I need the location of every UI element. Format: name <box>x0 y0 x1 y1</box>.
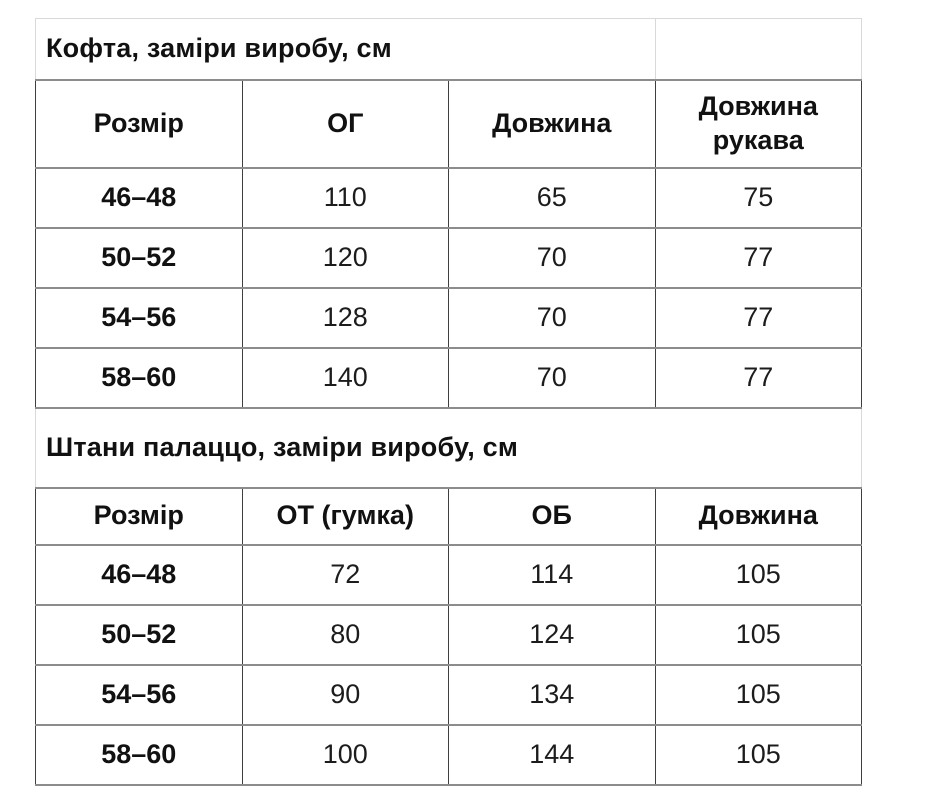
size-cell: 58–60 <box>36 725 243 785</box>
value-cell: 75 <box>655 168 862 228</box>
value-cell: 77 <box>655 228 862 288</box>
table-row <box>36 168 862 228</box>
size-chart-page <box>35 18 862 786</box>
table-row <box>36 725 862 785</box>
value-cell: 65 <box>449 168 656 228</box>
value-cell: 90 <box>242 665 449 725</box>
table-row <box>36 348 862 408</box>
value-cell: 70 <box>449 288 656 348</box>
sweater-table-title: Кофта, заміри виробу, см <box>36 19 656 80</box>
size-cell: 50–52 <box>36 605 243 665</box>
value-cell: 110 <box>242 168 449 228</box>
value-cell: 128 <box>242 288 449 348</box>
table-row <box>36 665 862 725</box>
value-cell: 70 <box>449 228 656 288</box>
value-cell: 140 <box>242 348 449 408</box>
value-cell: 134 <box>449 665 656 725</box>
value-cell: 105 <box>655 545 862 605</box>
table-row <box>36 288 862 348</box>
column-header-size: Розмір <box>36 80 243 168</box>
value-cell: 77 <box>655 288 862 348</box>
value-cell: 120 <box>242 228 449 288</box>
table-row <box>36 605 862 665</box>
size-cell: 50–52 <box>36 228 243 288</box>
value-cell: 114 <box>449 545 656 605</box>
table-row <box>36 228 862 288</box>
value-cell: 105 <box>655 605 862 665</box>
column-header-waist: ОТ (гумка) <box>242 488 449 545</box>
value-cell: 100 <box>242 725 449 785</box>
table-row <box>36 545 862 605</box>
size-cell: 46–48 <box>36 168 243 228</box>
column-header-sleeve-length: Довжина рукава <box>655 80 862 168</box>
size-cell: 54–56 <box>36 665 243 725</box>
value-cell: 80 <box>242 605 449 665</box>
sweater-size-table <box>35 18 862 409</box>
size-cell: 58–60 <box>36 348 243 408</box>
sweater-table-title-empty-cell <box>655 19 862 80</box>
column-header-size: Розмір <box>36 488 243 545</box>
value-cell: 105 <box>655 725 862 785</box>
size-cell: 46–48 <box>36 545 243 605</box>
column-header-length: Довжина <box>655 488 862 545</box>
pants-size-table <box>35 409 862 786</box>
pants-table-title: Штани палаццо, заміри виробу, см <box>36 409 862 488</box>
value-cell: 124 <box>449 605 656 665</box>
column-header-hips: ОБ <box>449 488 656 545</box>
column-header-chest: ОГ <box>242 80 449 168</box>
value-cell: 72 <box>242 545 449 605</box>
value-cell: 77 <box>655 348 862 408</box>
value-cell: 144 <box>449 725 656 785</box>
value-cell: 105 <box>655 665 862 725</box>
column-header-length: Довжина <box>449 80 656 168</box>
value-cell: 70 <box>449 348 656 408</box>
size-cell: 54–56 <box>36 288 243 348</box>
